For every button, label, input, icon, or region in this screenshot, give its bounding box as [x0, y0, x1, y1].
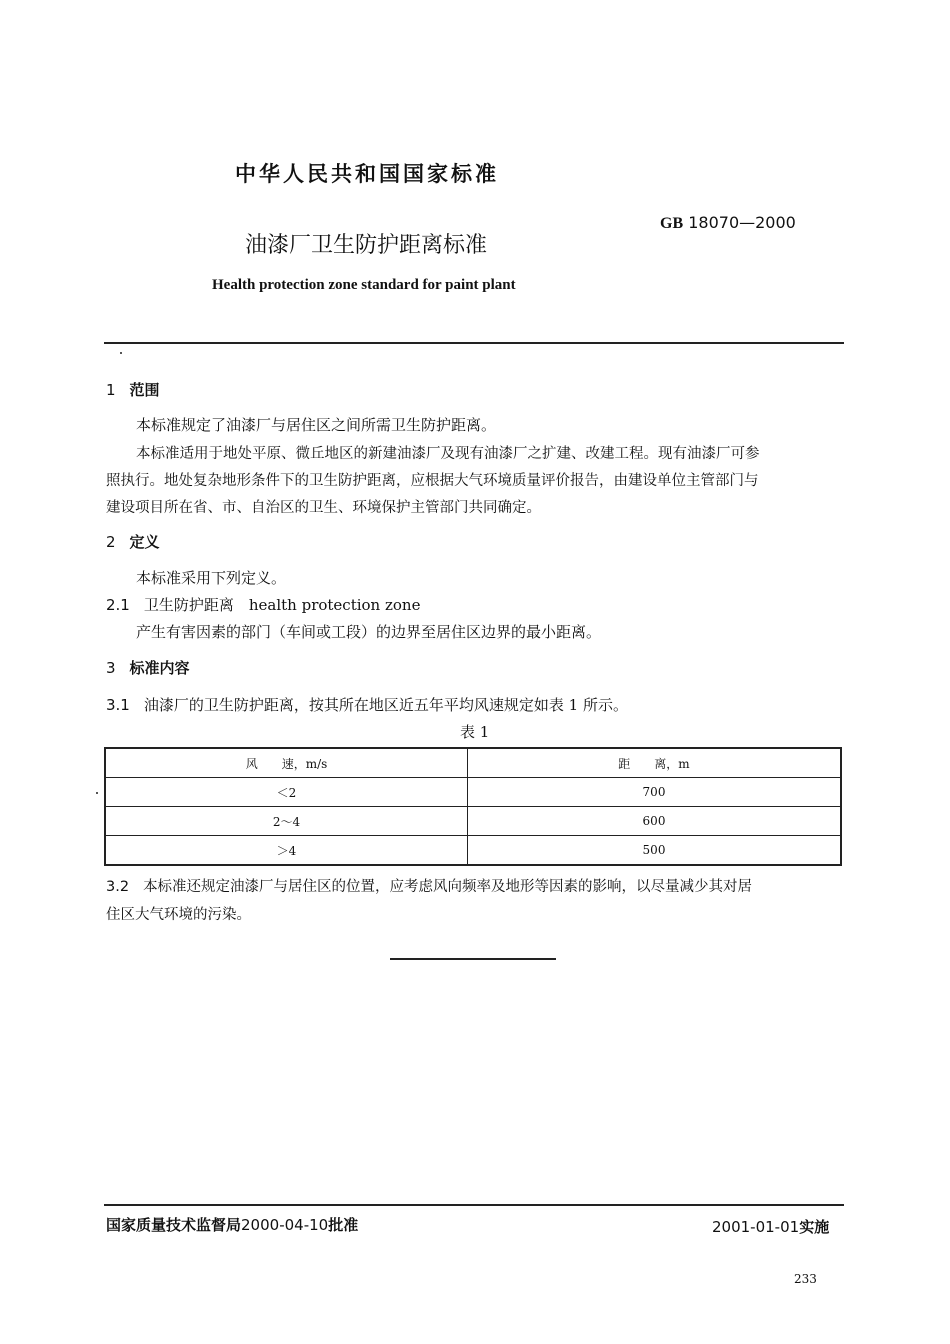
effective-date: 2001-01-01 — [712, 1218, 800, 1236]
table-cell-wind-speed: 2～4 — [105, 807, 468, 836]
section-2-heading — [106, 531, 160, 552]
section-3-2-number: 3.2 — [106, 879, 130, 895]
page-number: 233 — [794, 1272, 817, 1286]
scan-speck — [120, 352, 122, 354]
section-3-1 — [106, 694, 628, 715]
section-3-1-text: 油漆厂的卫生防护距离，按其所在地区近五年平均风速规定如表 1 所示。 — [143, 696, 628, 714]
footer-divider — [104, 1204, 844, 1206]
table-cell-distance: 600 — [468, 807, 842, 836]
table-1-caption: 表 1 — [460, 723, 490, 741]
header-divider — [104, 342, 844, 344]
section-2-title: 定义 — [129, 533, 160, 551]
table-cell-wind-speed: ＜2 — [105, 778, 468, 807]
standard-code — [660, 213, 796, 233]
section-1-paragraph-2-line-1: 本标准适用于地处平原、微丘地区的新建油漆厂及现有油漆厂之扩建、改建工程。现有油漆厂可参 — [136, 446, 760, 462]
section-1-heading — [106, 379, 160, 400]
section-3-1-number: 3.1 — [106, 696, 130, 714]
section-3-2-line-2: 住区大气环境的污染。 — [106, 907, 251, 923]
effective-line — [712, 1216, 829, 1237]
approval-date: 2000-04-10 — [241, 1216, 329, 1234]
section-3-2-text: 本标准还规定油漆厂与居住区的位置，应考虑风向频率及地形等因素的影响，以尽量减少其对居 — [143, 879, 753, 895]
section-1-title: 范围 — [129, 381, 160, 399]
section-3-heading — [106, 657, 190, 678]
section-2-paragraph-1: 本标准采用下列定义。 — [136, 569, 287, 587]
section-1-paragraph-2-line-3: 建设项目所在省、市、自治区的卫生、环境保护主管部门共同确定。 — [106, 500, 541, 516]
table-1 — [104, 747, 842, 866]
scan-speck — [96, 792, 98, 794]
code-number: 18070—2000 — [688, 213, 796, 232]
section-3-number: 3 — [106, 659, 116, 677]
code-prefix: GB — [660, 215, 684, 232]
effective-label: 实施 — [799, 1218, 830, 1236]
section-2-1-term-text: 卫生防护距离 health protection zone — [143, 596, 421, 614]
end-of-text-rule — [390, 958, 556, 960]
table-header-distance: 距 离，m — [468, 748, 842, 778]
table-header-wind-speed: 风 速，m/s — [105, 748, 468, 778]
section-1-number: 1 — [106, 381, 116, 399]
section-3-2-line-1 — [106, 875, 752, 896]
approval-line — [106, 1214, 358, 1235]
table-row — [105, 807, 841, 836]
section-2-1-term — [106, 594, 420, 615]
approval-org: 国家质量技术监督局 — [106, 1216, 242, 1234]
table-header-row — [105, 748, 841, 778]
table-cell-distance: 500 — [468, 836, 842, 866]
table-cell-distance: 700 — [468, 778, 842, 807]
document-title: 油漆厂卫生防护距离标准 — [245, 233, 488, 258]
document-title-english: Health protection zone standard for paint plant — [212, 277, 516, 293]
national-standard-heading: 中华人民共和国国家标准 — [235, 162, 499, 186]
section-1-paragraph-2-line-2: 照执行。地处复杂地形条件下的卫生防护距离，应根据大气环境质量评价报告，由建设单位主管部门与 — [106, 473, 759, 489]
approval-label: 批准 — [328, 1216, 359, 1234]
table-cell-wind-speed: ＞4 — [105, 836, 468, 866]
section-1-paragraph-1: 本标准规定了油漆厂与居住区之间所需卫生防护距离。 — [136, 416, 497, 434]
section-2-1-number: 2.1 — [106, 596, 130, 614]
table-row — [105, 778, 841, 807]
section-2-1-definition: 产生有害因素的部门（车间或工段）的边界至居住区边界的最小距离。 — [136, 623, 602, 641]
section-3-title: 标准内容 — [129, 659, 190, 677]
section-2-number: 2 — [106, 533, 116, 551]
table-row — [105, 836, 841, 866]
